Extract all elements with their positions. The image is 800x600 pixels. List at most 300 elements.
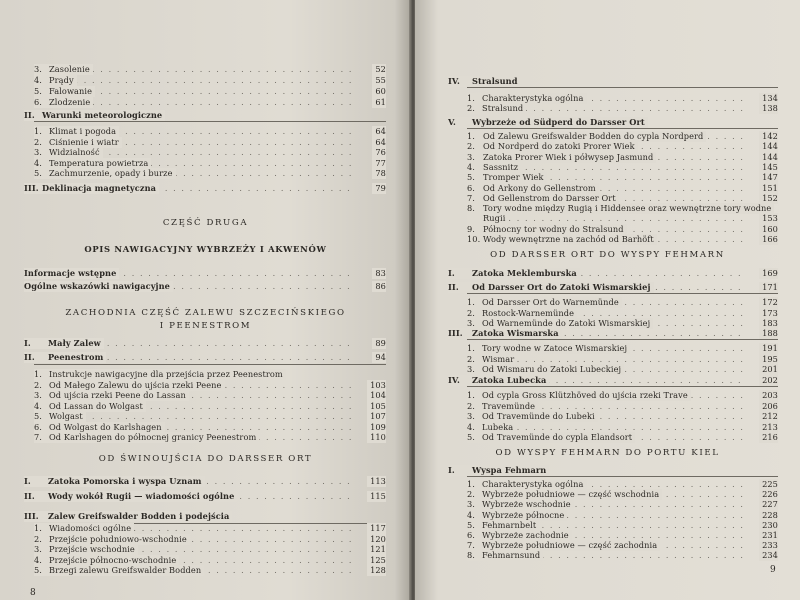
toc-entry-number: 5.	[34, 565, 43, 575]
toc-page-number: 203	[759, 390, 778, 401]
toc-page-number: 61	[372, 97, 386, 108]
toc-entry-number: 4.	[467, 161, 476, 172]
toc-entry	[467, 550, 778, 561]
toc-entry-text	[467, 297, 622, 308]
toc-page-number: 55	[372, 75, 386, 86]
toc-page-number: 105	[367, 401, 386, 412]
toc-page-number: 109	[367, 422, 386, 433]
toc-entry-label: Od cypla Gross Klützhöved do ujścia rzeki Trave	[482, 390, 688, 400]
section-heading	[448, 375, 778, 386]
toc-entry	[34, 401, 386, 412]
toc-entry-number: 5.	[467, 519, 476, 530]
toc-entry-number: 1.	[34, 126, 43, 136]
toc-entry-label: Tory wodne w Zatoce Wismarskiej	[482, 343, 628, 353]
toc-entry-text	[34, 64, 93, 75]
toc-entry-label: Charakterystyka ogólna	[482, 479, 584, 489]
toc-entry-number: 1.	[34, 523, 43, 533]
toc-entry-label: Rugii	[483, 213, 506, 224]
toc-entry-label: Od Karlshagen do północnej granicy Peenestrom	[49, 432, 257, 442]
toc-entry-label: Od Travemünde do cypla Elandsort	[482, 432, 633, 442]
toc-page-number: 138	[759, 103, 778, 114]
toc-page-number: 151	[759, 183, 778, 194]
toc-entry-text	[467, 550, 543, 561]
section-rule	[467, 293, 778, 294]
toc-entry-label: Zatoka Lubecka	[472, 375, 547, 385]
section-heading	[24, 352, 386, 363]
toc-entry-label: Ciśnienie i wiatr	[49, 136, 119, 147]
toc-entry	[34, 432, 386, 443]
toc-entry-number: 3.	[467, 499, 476, 510]
toc-page-number: 142	[759, 131, 778, 142]
toc-page-number: 134	[759, 93, 778, 104]
toc-page-number: 117	[367, 523, 386, 534]
toc-entry-number: 4.	[34, 400, 43, 411]
toc-entry-label: Sassnitz	[483, 161, 519, 172]
toc-page-number: 64	[372, 137, 386, 148]
toc-page-number: 206	[759, 401, 778, 412]
toc-entry-text	[467, 432, 635, 443]
toc-entry-text	[467, 103, 526, 114]
toc-entry-text	[34, 86, 95, 97]
toc-entry-number: 2.	[467, 103, 476, 113]
toc-page-number: 233	[759, 540, 778, 551]
toc-entry-text	[34, 75, 77, 86]
toc-page-number: 94	[372, 352, 386, 363]
toc-entry-text	[24, 110, 165, 121]
toc-entry-text	[34, 126, 119, 137]
toc-entry-number: 5.	[34, 168, 43, 178]
toc-page-number: 171	[759, 282, 778, 293]
toc-entry-label: Temperatura powietrza	[49, 157, 149, 168]
toc-page-number: 166	[759, 234, 778, 245]
toc-entry-text	[34, 97, 93, 108]
toc-page-number: 188	[759, 328, 778, 339]
toc-entry-label: Rostock-Warnemünde	[482, 307, 575, 318]
toc-page-number: 125	[367, 555, 386, 566]
toc-entry-number: 1.	[467, 131, 476, 141]
toc-entry-label: Prądy	[49, 75, 74, 85]
toc-entry-number: 2.	[467, 141, 476, 152]
toc-entry	[467, 234, 778, 245]
toc-entry-label: Zatoka Meklemburska	[472, 268, 577, 278]
toc-page-number: 172	[759, 297, 778, 308]
toc-entry-number: 3.	[34, 544, 43, 554]
toc-entry-text	[467, 390, 691, 401]
page-number: 8	[30, 588, 36, 598]
toc-page-number: 77	[372, 158, 386, 169]
toc-entry-number: 2.	[467, 489, 476, 500]
toc-entry-number: III.	[24, 183, 39, 193]
toc-entry-number: 7.	[34, 432, 43, 442]
toc-entry-number: IV.	[448, 375, 460, 385]
part-title: CZĘŚĆ DRUGA	[162, 218, 249, 228]
section-rule	[34, 121, 386, 122]
toc-entry-number: III.	[448, 328, 463, 338]
toc-entry-number: 2.	[467, 307, 476, 318]
toc-entry-number: 4.	[467, 509, 476, 520]
toc-entry-number: 5.	[34, 411, 43, 421]
toc-entry-label: Tory wodne między Rugią i Hiddensee oraz wewnętrzne tory wodne	[483, 203, 772, 214]
toc-entry	[34, 137, 386, 148]
toc-entry-label: Zalew Greifswalder Bodden i podejścia	[48, 511, 230, 521]
toc-entry-text	[467, 203, 774, 214]
toc-page-number: 76	[372, 147, 386, 158]
toc-page-number: 228	[759, 510, 778, 521]
toc-entry-label: Travemünde	[482, 400, 536, 411]
toc-entry-label: Warunki meteorologiczne	[42, 110, 163, 120]
toc-entry	[34, 565, 386, 576]
toc-entry	[467, 401, 778, 412]
toc-entry-text	[467, 234, 657, 245]
toc-page-number: 152	[759, 193, 778, 204]
toc-entry	[467, 364, 778, 375]
toc-entry	[34, 380, 386, 391]
toc-entry	[467, 432, 778, 443]
toc-page-number: 83	[372, 268, 386, 279]
toc-entry-label: Wybrzeże wschodnie	[482, 499, 571, 510]
toc-entry-label: Od Darsser Ort do Zatoki Wismarskiej	[472, 282, 651, 292]
toc-entry	[34, 390, 386, 401]
toc-entry-text	[467, 401, 538, 412]
toc-page-number: 121	[367, 544, 386, 555]
toc-page-number: 147	[759, 172, 778, 183]
toc-entry-text	[34, 555, 179, 566]
toc-entry-number: II.	[24, 110, 35, 120]
toc-entry-text	[34, 390, 189, 401]
toc-page-number: 231	[759, 530, 778, 541]
toc-page-number: 120	[367, 534, 386, 545]
toc-page-number: 113	[367, 476, 386, 487]
toc-entry-number: 9.	[467, 223, 476, 234]
toc-entry-number: 6.	[467, 530, 476, 540]
toc-entry-label: Falowanie	[49, 86, 93, 96]
toc-entry-label: Peenestrom	[48, 352, 104, 362]
toc-entry-label: Mały Zalew	[48, 338, 101, 348]
toc-entry-number: 7.	[467, 192, 476, 203]
toc-entry-number: 8.	[467, 203, 476, 214]
toc-entry-label: Od Arkony do Gellenstrom	[483, 182, 596, 193]
toc-entry	[34, 158, 386, 169]
toc-page-number: 79	[372, 183, 386, 194]
toc-entry-label: Zatoka Pomorska i wyspa Uznam	[48, 476, 202, 486]
toc-entry-label: Wiadomości ogólne	[49, 523, 132, 533]
toc-entry-label: Stralsund	[482, 103, 524, 113]
toc-page-number: 213	[759, 422, 778, 433]
toc-entry-text	[34, 369, 286, 380]
toc-entry-label: Lubeka	[482, 421, 514, 432]
region-heading: OD DARSSER ORT DO WYSPY FEHMARN	[490, 250, 725, 260]
section-rule	[467, 386, 778, 387]
toc-page-number: 144	[759, 141, 778, 152]
toc-entry-number: 4.	[467, 421, 476, 432]
toc-entry-text	[467, 411, 598, 422]
toc-entry	[34, 555, 386, 566]
toc-entry-number: 1.	[467, 479, 476, 489]
toc-entry-text	[24, 491, 237, 502]
right-page	[415, 0, 800, 600]
toc-entry-text	[448, 268, 580, 279]
toc-entry-text	[467, 343, 630, 354]
toc-entry-number: I.	[24, 476, 31, 486]
toc-page-number: 110	[367, 432, 386, 443]
toc-entry-number: 2.	[34, 533, 43, 544]
toc-entry-text	[24, 476, 205, 487]
toc-entry	[34, 411, 386, 422]
toc-entry-number: IV.	[448, 76, 460, 86]
toc-entry-text	[448, 375, 549, 386]
toc-entry-number: 4.	[34, 157, 43, 168]
toc-entry	[34, 544, 386, 555]
toc-entry-number: 5.	[467, 432, 476, 442]
toc-entry-number: I.	[448, 465, 455, 475]
toc-entry	[467, 354, 778, 365]
toc-entry-number: 4.	[34, 554, 43, 565]
part-subtitle: OPIS NAWIGACYJNY WYBRZEŻY I AKWENÓW	[84, 244, 327, 254]
section-heading	[448, 282, 778, 293]
toc-entry-label: Północny tor wodny do Stralsund	[483, 223, 624, 234]
region-heading: OD ŚWINOUJŚCIA DO DARSSER ORT	[98, 454, 313, 464]
toc-page-number: 169	[759, 268, 778, 279]
toc-entry-number: II.	[448, 282, 459, 292]
toc-page-number: 60	[372, 86, 386, 97]
region-heading: I PEENESTROM	[159, 321, 252, 331]
toc-page-number: 160	[759, 224, 778, 235]
toc-entry-text	[34, 401, 146, 412]
toc-entry-label: Zatoka Wismarska	[472, 328, 559, 338]
toc-entry	[467, 343, 778, 354]
toc-entry-number: 3.	[467, 151, 476, 162]
toc-entry-number: 2.	[467, 400, 476, 411]
section-rule	[467, 128, 778, 129]
toc-entry-label: Od Nordperd do zatoki Prorer Wiek	[483, 141, 635, 152]
toc-page-number: 103	[367, 380, 386, 391]
toc-entry-number: I.	[24, 338, 31, 348]
toc-entry-number: II.	[24, 491, 35, 501]
toc-entry-text	[448, 465, 549, 476]
toc-entry-label: Wismar	[482, 353, 515, 364]
toc-entry-label: Od Wismaru do Zatoki Lubeckiej	[482, 364, 622, 374]
toc-page-number: 234	[759, 550, 778, 561]
toc-entry-text	[24, 183, 159, 194]
toc-entry-label: Od Darsser Ort do Warnemünde	[482, 297, 619, 307]
toc-entry-label: Deklinacja magnetyczna	[42, 183, 157, 193]
section-heading	[448, 76, 778, 87]
toc-entry-number: 6.	[467, 182, 476, 193]
toc-entry-label: Od Gellenstrom do Darsser Ort	[483, 192, 616, 203]
toc-page-number: 115	[367, 491, 386, 502]
toc-entry-label: Od Lassan do Wolgast	[49, 400, 143, 411]
toc-entry-label: Od ujścia rzeki Peene do Lassan	[49, 390, 186, 400]
section-heading	[448, 268, 778, 279]
toc-page-number: 173	[759, 308, 778, 319]
toc-entry-label: Wybrzeże południowe — część wschodnia	[482, 489, 660, 500]
toc-page-number: 195	[759, 354, 778, 365]
toc-entry-label: Przejście wschodnie	[49, 544, 135, 554]
section-heading	[24, 338, 386, 349]
toc-entry-text	[467, 364, 624, 375]
toc-entry-number: 1.	[467, 93, 476, 103]
toc-entry	[467, 203, 778, 214]
section-heading	[24, 183, 386, 194]
toc-entry-label: Wyspa Fehmarn	[472, 465, 547, 475]
toc-entry-text	[24, 352, 106, 363]
toc-page-number: 107	[367, 411, 386, 422]
toc-entry-text	[448, 117, 648, 128]
toc-entry-label: Widzialność	[49, 147, 100, 157]
toc-entry-text	[34, 380, 225, 391]
toc-page-number: 226	[759, 489, 778, 500]
toc-entry-text	[34, 534, 190, 545]
toc-entry-number: 2.	[34, 379, 43, 390]
toc-entry-label: Zasolenie	[49, 64, 90, 74]
toc-entry	[34, 97, 386, 108]
region-heading: OD WYSPY FEHMARN DO PORTU KIEL	[495, 448, 720, 458]
toc-entry-label: Fehmarnbelt	[482, 519, 537, 530]
section-heading	[24, 476, 386, 487]
toc-entry-text	[24, 268, 119, 279]
toc-entry-number: 5.	[467, 172, 476, 183]
section-heading	[448, 328, 778, 339]
toc-entry-label: Zachmurzenie, opady i burze	[49, 168, 173, 178]
toc-entry-label: Wody wokół Rugii — wiadomości ogólne	[48, 491, 235, 501]
toc-entry	[34, 75, 386, 86]
toc-entry-number: 6.	[34, 97, 43, 107]
toc-page-number: 86	[372, 281, 386, 292]
toc-entry-number: 2.	[467, 353, 476, 364]
toc-entry-label: Ogólne wskazówki nawigacyjne	[24, 281, 170, 291]
toc-entry-text	[34, 411, 86, 422]
toc-entry	[34, 86, 386, 97]
toc-entry-number: 7.	[467, 540, 476, 551]
toc-entry	[467, 390, 778, 401]
toc-entry-label: Od Małego Zalewu do ujścia rzeki Peene	[49, 379, 222, 390]
toc-entry-label: Informacje wstępne	[24, 268, 117, 278]
toc-entry-text	[24, 511, 232, 522]
toc-entry	[34, 64, 386, 75]
toc-entry-text	[448, 328, 562, 339]
toc-entry-text	[34, 544, 138, 555]
toc-entry-label: Stralsund	[472, 76, 518, 86]
section-rule	[467, 339, 778, 340]
toc-entry-text	[34, 432, 259, 443]
toc-page-number: 104	[367, 390, 386, 401]
toc-entry-number: 5.	[34, 86, 43, 96]
toc-entry-number: 3.	[467, 364, 476, 374]
toc-entry-number: II.	[24, 352, 35, 362]
toc-entry	[34, 534, 386, 545]
section-rule	[467, 87, 778, 88]
toc-entry	[34, 523, 386, 534]
toc-entry-text	[34, 523, 134, 534]
toc-entry-number: 3.	[34, 147, 43, 157]
toc-entry-number: III.	[24, 511, 39, 521]
toc-entry-text	[34, 137, 122, 148]
toc-page-number: 183	[759, 318, 778, 329]
toc-page-number: 225	[759, 479, 778, 490]
toc-entry-label: Wybrzeże południowe — część zachodnia	[482, 540, 658, 551]
toc-entry-number: 8.	[467, 550, 476, 561]
toc-entry-label: Przejście północno-wschodnie	[49, 554, 177, 565]
toc-entry-number: 3.	[34, 64, 43, 74]
toc-entry	[467, 103, 778, 114]
toc-entry-text	[34, 168, 176, 179]
toc-page-number: 89	[372, 338, 386, 349]
toc-entry-label: Fehmarnsund	[482, 550, 541, 561]
toc-entry-label: Od Travemünde do Lubeki	[482, 411, 595, 421]
section-heading	[24, 491, 386, 502]
toc-page-number: 144	[759, 152, 778, 163]
section-rule	[34, 364, 386, 365]
toc-entry-number: V.	[448, 117, 456, 127]
toc-entry-number: 3.	[34, 390, 43, 400]
toc-entry	[467, 297, 778, 308]
toc-entry	[34, 369, 386, 380]
section-heading	[24, 110, 386, 121]
toc-entry-number: 10.	[467, 234, 481, 244]
toc-entry-label: Od Zalewu Greifswalder Bodden do cypla Nordperd	[483, 131, 704, 141]
intro-entry	[24, 268, 386, 279]
toc-entry	[467, 422, 778, 433]
toc-entry-text	[24, 281, 173, 292]
toc-entry-label: Tromper Wiek	[483, 172, 544, 183]
toc-page-number: 191	[759, 343, 778, 354]
toc-page-number: 201	[759, 364, 778, 375]
toc-entry-label: Zlodzenie	[49, 97, 91, 107]
toc-entry-text	[34, 147, 103, 158]
toc-entry-number: 1.	[467, 390, 476, 400]
region-heading: ZACHODNIA CZĘŚĆ ZALEWU SZCZECIŃSKIEGO	[65, 308, 346, 318]
toc-entry-text	[34, 422, 165, 433]
toc-entry-number: 3.	[467, 411, 476, 421]
toc-entry-number: 1.	[467, 297, 476, 307]
toc-page-number: 52	[372, 64, 386, 75]
section-heading	[448, 117, 778, 128]
toc-entry-label: Od Wolgast do Karlshagen	[49, 421, 162, 432]
toc-page-number: 153	[759, 213, 778, 224]
toc-entry-number: 3.	[467, 318, 476, 328]
toc-entry-number: 6.	[34, 421, 43, 432]
toc-page-number: 128	[367, 565, 386, 576]
toc-entry	[467, 411, 778, 422]
toc-entry-label: Wody wewnętrzne na zachód od Barhöft	[483, 234, 654, 244]
toc-page-number: 145	[759, 162, 778, 173]
toc-entry-label: Zatoka Prorer Wiek i półwysep Jasmund	[483, 151, 654, 162]
toc-entry	[34, 422, 386, 433]
toc-page-number: 216	[759, 432, 778, 443]
toc-entry	[34, 168, 386, 179]
toc-entry-label: Wybrzeże zachodnie	[482, 530, 569, 540]
toc-entry-text	[467, 354, 517, 365]
toc-entry-number: 1.	[467, 343, 476, 353]
toc-entry-label: Wybrzeże od Südperd do Darsser Ort	[472, 117, 645, 127]
intro-entry	[24, 281, 386, 292]
section-rule	[467, 476, 778, 477]
toc-entry	[34, 126, 386, 137]
toc-entry-label: Przejście południowo-wschodnie	[49, 533, 187, 544]
toc-entry-label: Instrukcje nawigacyjne dla przejścia przez Peenestrom	[49, 369, 283, 379]
toc-entry-text	[467, 308, 577, 319]
toc-entry-label: Od Warnemünde do Zatoki Wismarskiej	[482, 318, 651, 328]
section-heading	[24, 511, 386, 522]
toc-entry-text	[448, 76, 521, 87]
toc-entry-number: 2.	[34, 136, 43, 147]
toc-entry-text	[448, 282, 654, 293]
toc-page-number: 230	[759, 520, 778, 531]
toc-entry-text	[467, 422, 516, 433]
section-heading	[448, 465, 778, 476]
toc-entry-label: Wybrzeże północne	[482, 509, 565, 520]
toc-entry-label: Wolgast	[49, 411, 83, 421]
